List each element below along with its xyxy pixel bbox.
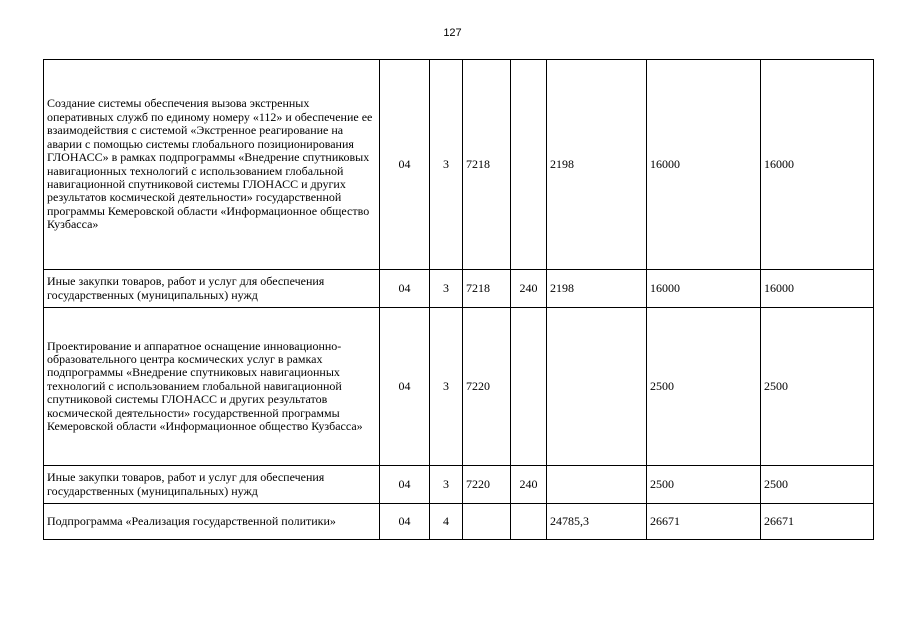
- row-description: Подпрограмма «Реализация государственной политики»: [44, 504, 380, 540]
- value-year-3: 26671: [761, 504, 874, 540]
- section-code: 04: [380, 270, 430, 308]
- expense-type-code: [511, 308, 547, 466]
- expense-type-code: 240: [511, 270, 547, 308]
- row-description: Создание системы обеспечения вызова экстренных оперативных служб по единому номеру «112» и обеспечение ее взаимодействия с системой «Экстренное реагирование на аварии с помощью системы глобального позиционирования ГЛОНАСС» в рамках подпрограммы «Внедрение спутниковых навигационных технологий с использованием глобальной навигационной спутниковой системы ГЛОНАСС и других результатов космической деятельности» государственной программы Кемеровской области «Информационное общество Кузбасса»: [44, 60, 380, 270]
- value-year-1: [547, 466, 647, 504]
- value-year-1: [547, 308, 647, 466]
- value-year-1: 24785,3: [547, 504, 647, 540]
- subprogram-code: 3: [430, 308, 463, 466]
- table-row: [44, 270, 874, 308]
- value-year-2: 26671: [647, 504, 761, 540]
- section-code: 04: [380, 308, 430, 466]
- expense-type-code: [511, 60, 547, 270]
- target-article-code: 7220: [463, 466, 511, 504]
- value-year-3: 16000: [761, 60, 874, 270]
- value-year-2: 16000: [647, 60, 761, 270]
- table-row: [44, 466, 874, 504]
- target-article-code: [463, 504, 511, 540]
- section-code: 04: [380, 60, 430, 270]
- value-year-1: 2198: [547, 60, 647, 270]
- page-number: 127: [443, 27, 462, 39]
- section-code: 04: [380, 504, 430, 540]
- value-year-2: 2500: [647, 466, 761, 504]
- subprogram-code: 3: [430, 466, 463, 504]
- table-row: [44, 60, 874, 270]
- expense-type-code: 240: [511, 466, 547, 504]
- row-description: Проектирование и аппаратное оснащение инновационно-образовательного центра космических услуг в рамках подпрограммы «Внедрение спутниковых навигационных технологий с использованием глобальной навигационной спутниковой системы ГЛОНАСС и других результатов космической деятельности» государственной программы Кемеровской области «Информационное общество Кузбасса»: [44, 308, 380, 466]
- table-row: [44, 504, 874, 540]
- value-year-1: 2198: [547, 270, 647, 308]
- table-row: [44, 308, 874, 466]
- value-year-3: 16000: [761, 270, 874, 308]
- value-year-2: 2500: [647, 308, 761, 466]
- value-year-3: 2500: [761, 466, 874, 504]
- row-description: Иные закупки товаров, работ и услуг для обеспечения государственных (муниципальных) нужд: [44, 466, 380, 504]
- row-description: Иные закупки товаров, работ и услуг для обеспечения государственных (муниципальных) нужд: [44, 270, 380, 308]
- target-article-code: 7218: [463, 270, 511, 308]
- target-article-code: 7220: [463, 308, 511, 466]
- subprogram-code: 4: [430, 504, 463, 540]
- target-article-code: 7218: [463, 60, 511, 270]
- budget-table: [43, 59, 874, 540]
- value-year-2: 16000: [647, 270, 761, 308]
- section-code: 04: [380, 466, 430, 504]
- value-year-3: 2500: [761, 308, 874, 466]
- subprogram-code: 3: [430, 270, 463, 308]
- expense-type-code: [511, 504, 547, 540]
- subprogram-code: 3: [430, 60, 463, 270]
